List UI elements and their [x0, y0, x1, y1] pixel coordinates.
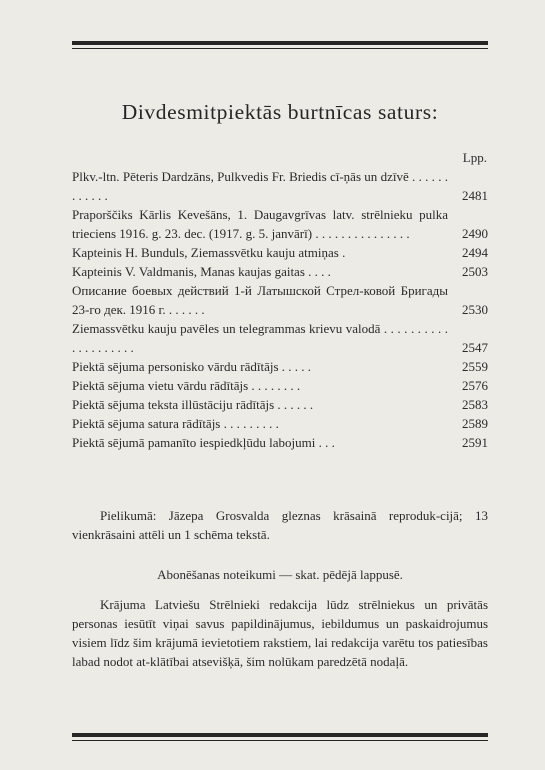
table-of-contents [72, 167, 488, 452]
toc-entry [72, 357, 488, 376]
toc-entry-text: Описание боевых действий 1-й Латышской Стрел-ковой Бригады 23-го дек. 1916 г. . . . . . . [72, 283, 448, 317]
toc-entry [72, 205, 488, 243]
toc-entry [72, 395, 488, 414]
toc-entry-text: Kapteinis V. Valdmanis, Manas kaujas gaitas . . . . [72, 264, 331, 279]
page-title: Divdesmitpiektās burtnīcas saturs: [121, 100, 439, 124]
toc-entry [72, 376, 488, 395]
top-double-rule [72, 41, 488, 49]
toc-entry-text: Piektā sējuma satura rādītājs . . . . . . . . . [72, 416, 279, 431]
toc-entry-page: 2547 [462, 340, 488, 355]
toc-entry-text: Kapteinis H. Bunduls, Ziemassvētku kauju atmiņas . [72, 245, 346, 260]
toc-entry-page: 2530 [462, 302, 488, 317]
toc-entry-text: Piektā sējumā pamanīto iespiedkļūdu labojumi . . . [72, 435, 335, 450]
toc-entry-page: 2503 [462, 264, 488, 279]
toc-entry [72, 281, 488, 319]
toc-entry-page: 2490 [462, 226, 488, 241]
toc-entry [72, 433, 488, 452]
toc-entry-page: 2583 [462, 397, 488, 412]
toc-entry-text: Ziemassvētku kauju pavēles un telegrammas krievu valodā . . . . . . . . . . . . . . . . . . . . [72, 321, 448, 355]
toc-entry-page: 2589 [462, 416, 488, 431]
toc-entry-page: 2481 [462, 188, 488, 203]
subscription-note: Abonēšanas noteikumi — skat. pēdējā lappusē. [157, 567, 403, 582]
toc-entry-text: Praporščiks Kārlis Kevešāns, 1. Daugavgrīvas latv. strēlnieku pulka trieciens 1916. g. 23. dec. (1917. g. 5. janvārī) . . . . . . . . . . . . . . . [72, 207, 448, 241]
toc-entry-text: Piektā sējuma vietu vārdu rādītājs . . . . . . . . [72, 378, 301, 393]
toc-entry [72, 262, 488, 281]
page-column-label: Lpp. [462, 150, 487, 165]
toc-entry-page: 2591 [462, 435, 488, 450]
toc-entry-page: 2494 [462, 245, 488, 260]
bottom-double-rule [72, 733, 488, 741]
appendix-note: Pielikumā: Jāzepa Grosvalda gleznas krāsainā reproduk-ciјā; 13 vienkrāsaini attēli un 1 schēma tekstā. [72, 508, 488, 542]
toc-entry-text: Piektā sējuma personisko vārdu rādītājs . . . . . [72, 359, 312, 374]
toc-entry [72, 414, 488, 433]
toc-entry [72, 167, 488, 205]
editorial-notice: Krājuma Latviešu Strēlnieki redakcija lūdz strēlniekus un privātās personas iesūtīt viņai savus papildinājumus, iebildumus un paskaidrojumus visiem līdz šim krājumā ievietotiem rakstiem, lai redakcija varētu tos patiesības labad nodot at-klātībai atsevišķā, šim nolūkam paredzētā nodaļā. [72, 597, 488, 669]
toc-entry [72, 243, 488, 262]
toc-entry-text: Piektā sējuma teksta illūstāciju rādītājs . . . . . . [72, 397, 314, 412]
toc-entry [72, 319, 488, 357]
toc-entry-page: 2576 [462, 378, 488, 393]
toc-entry-text: Plkv.-ltn. Pēteris Dardzāns, Pulkvedis Fr. Briedis cī-ņās un dzīvē . . . . . . . . . . . . [72, 169, 448, 203]
toc-entry-page: 2559 [462, 359, 488, 374]
